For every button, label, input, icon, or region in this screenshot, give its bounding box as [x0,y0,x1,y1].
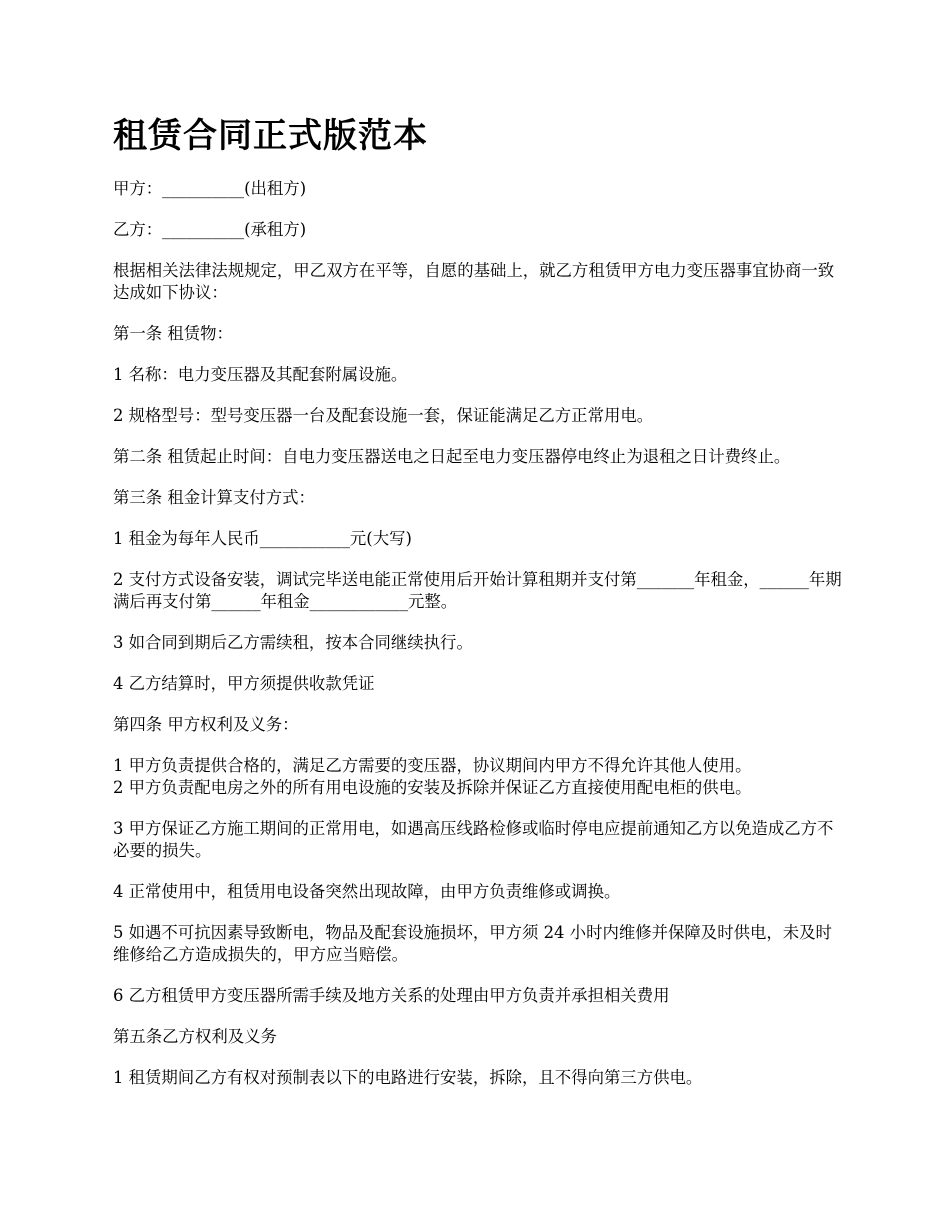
document-page [113,108,843,1108]
article-3-item-2: 2 支付方式设备安装，调试完毕送电能正常使用后开始计算租期并支付第_______年租金，______年期满后再支付第______年租金____________元整。 [113,570,842,611]
article-1-item-2: 2 规格型号：型号变压器一台及配套设施一套，保证能满足乙方正常用电。 [113,406,654,425]
article-4-item-2: 2 甲方负责配电房之外的所有用电设施的安装及拆除并保证乙方直接使用配电柜的供电。 [113,778,752,797]
article-5-item-1: 1 租赁期间乙方有权对预制表以下的电路进行安装，拆除，且不得向第三方供电。 [113,1068,703,1087]
article-3-item-3: 3 如合同到期后乙方需续租，按本合同继续执行。 [113,633,473,652]
preamble-paragraph: 根据相关法律法规规定，甲乙双方在平等，自愿的基础上，就乙方租赁甲方电力变压器事宜协商一致达成如下协议： [113,261,835,302]
article-2-paragraph: 第二条 租赁起止时间：自电力变压器送电之日起至电力变压器停电终止为退租之日计费终止。 [113,447,791,466]
article-4-heading: 第四条 甲方权利及义务： [113,715,299,734]
party-b-line: 乙方：__________(承租方) [113,220,307,239]
article-1-heading: 第一条 租赁物： [113,324,233,343]
article-4-item-5: 5 如遇不可抗因素导致断电，物品及配套设施损坏，甲方须 24 小时内维修并保障及时供电，未及时维修给乙方造成损失的，甲方应当赔偿。 [113,923,832,964]
article-4-item-1: 1 甲方负责提供合格的，满足乙方需要的变压器，协议期间内甲方不得允许其他人使用。 [113,756,752,775]
article-3-item-4: 4 乙方结算时，甲方须提供收款凭证 [113,674,375,693]
article-5-heading: 第五条乙方权利及义务 [113,1027,277,1046]
article-4-item-4: 4 正常使用中，租赁用电设备突然出现故障，由甲方负责维修或调换。 [113,882,621,901]
article-1-item-1: 1 名称：电力变压器及其配套附属设施。 [113,365,408,384]
document-title: 租赁合同正式版范本 [113,116,428,156]
party-a-line: 甲方：__________(出租方) [113,179,307,198]
article-3-item-1: 1 租金为每年人民币___________元(大写) [113,529,412,548]
article-3-heading: 第三条 租金计算支付方式： [113,488,315,507]
article-4-item-6: 6 乙方租赁甲方变压器所需手续及地方关系的处理由甲方负责并承担相关费用 [113,986,670,1005]
article-4-item-3: 3 甲方保证乙方施工期间的正常用电，如遇高压线路检修或临时停电应提前通知乙方以免造成乙方不必要的损失。 [113,819,834,860]
